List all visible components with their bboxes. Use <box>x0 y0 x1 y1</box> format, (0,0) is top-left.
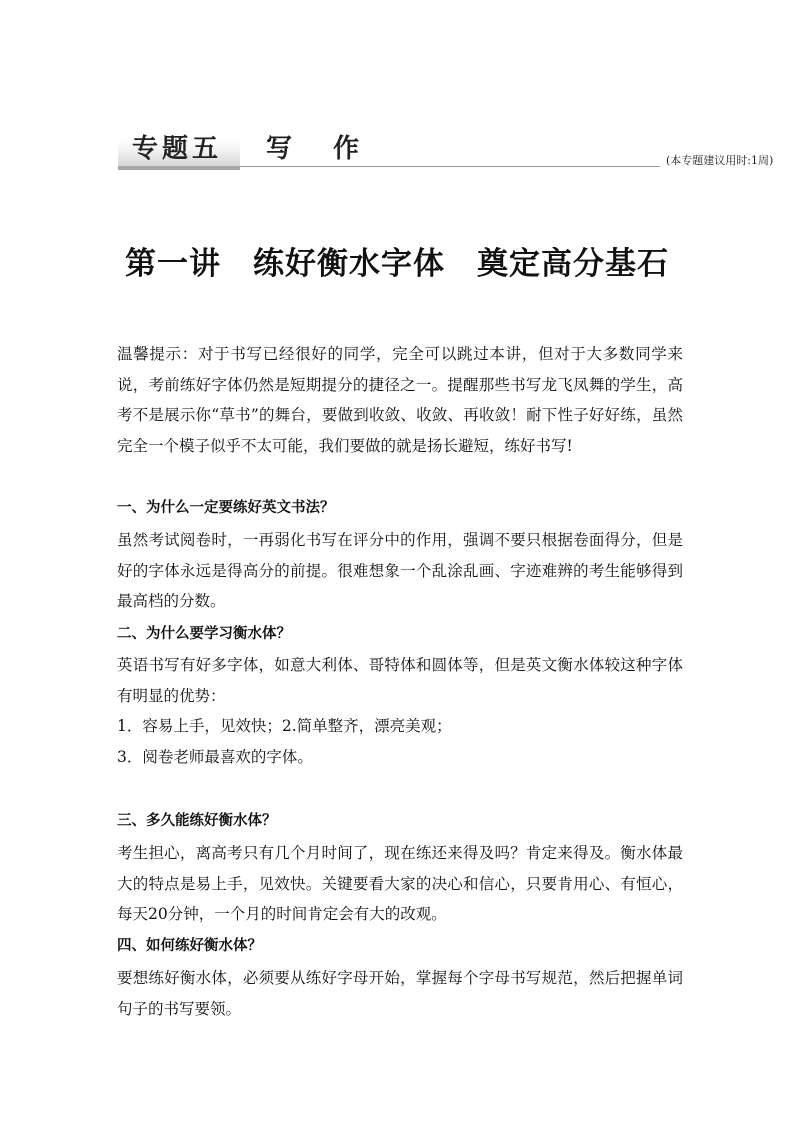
header-rule <box>240 166 660 167</box>
section-1-heading: 一、为什么一定要练好英文书法？ <box>117 500 335 516</box>
time-suggestion: (本专题建议用时:1周) <box>666 154 774 167</box>
section-1-paragraph: 虽然考试阅卷时，一再弱化书写在评分中的作用，强调不要只根据卷面得分，但是好的字体永远是得高分的前提。很难想象一个乱涂乱画、字迹难辨的考生能够得到最高档的分数。 <box>117 531 683 610</box>
topic-header <box>118 128 774 172</box>
section-2-heading: 二、为什么要学习衡水体？ <box>117 626 291 642</box>
topic-label: 专题五 <box>132 134 223 164</box>
section-2-paragraph: 英语书写有好多字体，如意大利体、哥特体和圆体等，但是英文衡水体较这种字体有明显的优势： <box>117 656 683 705</box>
tip-paragraph: 温馨提示：对于书写已经很好的同学，完全可以跳过本讲，但对于大多数同学来说，考前练好字体仍然是短期提分的捷径之一。提醒那些书写龙飞凤舞的学生，高考不是展示你“草书”的舞台，要做到收敛、收敛、再收敛！耐下性子好好练，虽然完全一个模子似乎不太可能，我们要做的就是扬长避短，练好书写! <box>117 345 683 455</box>
section-label: 写 作 <box>266 134 376 164</box>
lecture-title: 第一讲 练好衡水字体 奠定高分基石 <box>125 246 669 282</box>
section-4-paragraph: 要想练好衡水体，必须要从练好字母开始，掌握每个字母书写规范，然后把握单词句子的书写要领。 <box>117 969 683 1018</box>
section-2-item-1: 1．容易上手，见效快；2.简单整齐，漂亮美观； <box>117 717 452 735</box>
section-2-item-2: 3．阅卷老师最喜欢的字体。 <box>117 748 313 766</box>
section-3-paragraph: 考生担心，离高考只有几个月时间了，现在练还来得及吗？肯定来得及。衡水体最大的特点是易上手，见效快。关键要看大家的决心和信心，只要肯用心、有恒心，每天20分钟，一个月的时间肯定会有大的改观。 <box>117 844 683 923</box>
section-4-heading: 四、如何练好衡水体？ <box>117 938 262 954</box>
section-3-heading: 三、多久能练好衡水体？ <box>117 813 277 829</box>
